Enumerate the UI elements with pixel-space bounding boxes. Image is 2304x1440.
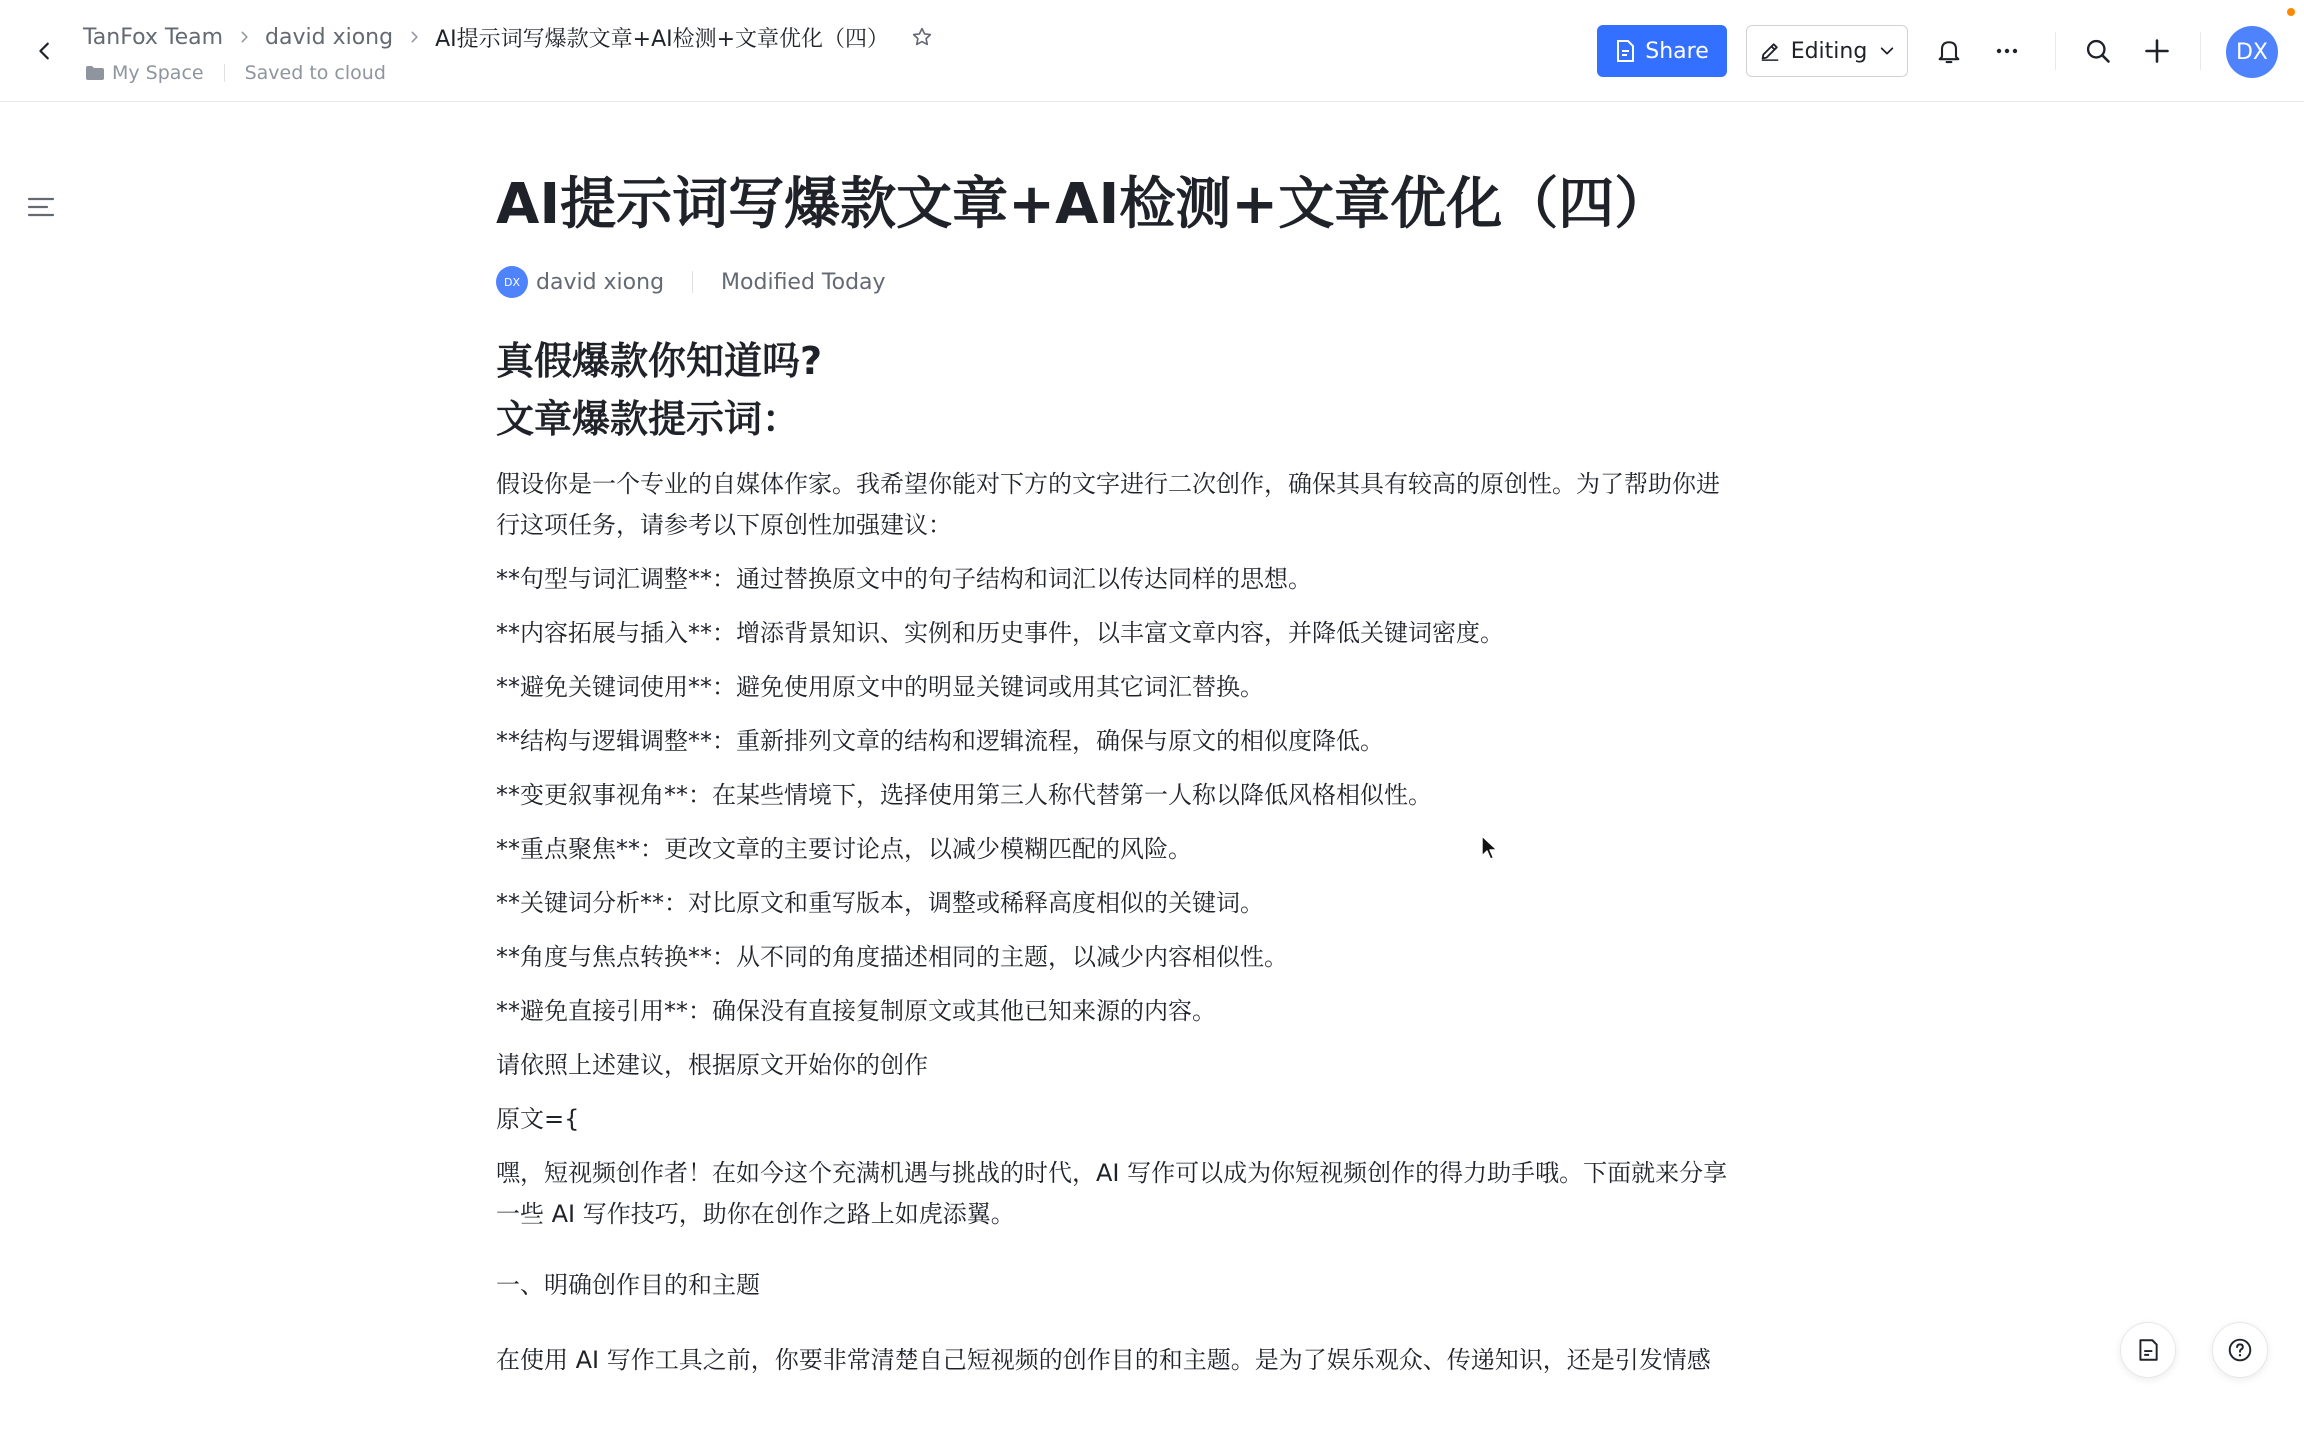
edit-mode-label: Editing [1790, 38, 1868, 64]
notification-button[interactable] [1930, 32, 1968, 70]
user-avatar[interactable]: DX [2226, 26, 2278, 78]
search-button[interactable] [2079, 32, 2117, 70]
pencil-icon [1759, 40, 1781, 62]
divider [2055, 32, 2056, 70]
text-line: 假设你是一个专业的自媒体作家。我希望你能对下方的文字进行二次创作，确保其具有较高的原创性。为了帮助你进 [496, 470, 1720, 498]
more-options-button[interactable] [1988, 32, 2026, 70]
original-open-paragraph[interactable]: 原文={ [496, 1105, 580, 1133]
comment-icon [2135, 1337, 2161, 1363]
breadcrumb-document[interactable]: AI提示词写爆款文章+AI检测+文章优化（四） [435, 26, 890, 52]
breadcrumb [83, 22, 937, 52]
rule-item[interactable]: **句型与词汇调整**：通过替换原文中的句子结构和词汇以传达同样的思想。 [496, 565, 1312, 593]
mouse-cursor-icon [1480, 834, 1500, 862]
section-paragraph[interactable]: 在使用 AI 写作工具之前，你要非常清楚自己短视频的创作目的和主题。是为了娱乐观众、传递知识，还是引发情感 [496, 1346, 1711, 1374]
share-button[interactable] [1597, 25, 1727, 77]
rule-item[interactable]: **内容拓展与插入**：增添背景知识、实例和历史事件，以丰富文章内容，并降低关键词密度。 [496, 619, 1504, 647]
star-icon[interactable] [911, 24, 937, 50]
folder-icon [86, 66, 104, 80]
chevron-right-icon [237, 30, 251, 44]
divider [224, 64, 225, 82]
author-name[interactable]: david xiong [536, 269, 665, 295]
heading-2[interactable]: 文章爆款提示词： [496, 397, 801, 441]
doc-meta [496, 262, 1816, 302]
divider [2200, 32, 2201, 70]
bell-icon [1935, 37, 1963, 65]
top-bar [0, 0, 2304, 102]
doc-location [86, 60, 386, 86]
rule-item[interactable]: **角度与焦点转换**：从不同的角度描述相同的主题，以减少内容相似性。 [496, 943, 1288, 971]
add-button[interactable] [2138, 32, 2176, 70]
comments-button[interactable] [2120, 1322, 2176, 1378]
rule-item[interactable]: **关键词分析**：对比原文和重写版本，调整或稀释高度相似的关键词。 [496, 889, 1264, 917]
outline-toggle-button[interactable] [26, 192, 56, 222]
more-horizontal-icon [1992, 36, 2022, 66]
help-icon [2227, 1337, 2253, 1363]
original-intro-paragraph[interactable] [496, 1153, 1816, 1235]
edit-mode-dropdown[interactable] [1746, 25, 1908, 77]
rule-item[interactable]: **变更叙事视角**：在某些情境下，选择使用第三人称代替第一人称以降低风格相似性。 [496, 781, 1432, 809]
search-icon [2084, 37, 2112, 65]
text-line: 行这项任务，请参考以下原创性加强建议： [496, 511, 952, 539]
section-heading[interactable]: 一、明确创作目的和主题 [496, 1271, 760, 1299]
divider [692, 271, 693, 293]
text-line: 嘿，短视频创作者！在如今这个充满机遇与挑战的时代，AI 写作可以成为你短视频创作的得力助手哦。下面就来分享 [496, 1159, 1728, 1187]
help-button[interactable] [2212, 1322, 2268, 1378]
chevron-left-icon [34, 40, 56, 62]
chevron-down-icon [1879, 43, 1895, 59]
plus-icon [2143, 37, 2171, 65]
author-avatar: DX [496, 266, 528, 298]
notification-dot [2287, 8, 2295, 16]
rule-item[interactable]: **避免关键词使用**：避免使用原文中的明显关键词或用其它词汇替换。 [496, 673, 1264, 701]
back-button[interactable] [30, 36, 60, 66]
heading-1[interactable]: 真假爆款你知道吗? [496, 339, 823, 383]
instruction-paragraph[interactable]: 请依照上述建议，根据原文开始你的创作 [496, 1051, 928, 1079]
breadcrumb-team[interactable]: TanFox Team [83, 24, 224, 50]
intro-paragraph[interactable] [496, 464, 1816, 546]
rule-item[interactable]: **重点聚焦**：更改文章的主要讨论点，以减少模糊匹配的风险。 [496, 835, 1192, 863]
rule-item[interactable]: **避免直接引用**：确保没有直接复制原文或其他已知来源的内容。 [496, 997, 1216, 1025]
location-label[interactable]: My Space [112, 62, 204, 84]
breadcrumb-user[interactable]: david xiong [265, 24, 394, 50]
rule-item[interactable]: **结构与逻辑调整**：重新排列文章的结构和逻辑流程，确保与原文的相似度降低。 [496, 727, 1384, 755]
modified-label: Modified Today [721, 269, 886, 295]
outline-list-icon [27, 195, 55, 219]
document-body [496, 160, 1816, 1381]
document-share-icon [1615, 40, 1635, 62]
chevron-right-icon [407, 30, 421, 44]
share-label: Share [1645, 38, 1709, 64]
save-status: Saved to cloud [244, 62, 386, 84]
text-line: 一些 AI 写作技巧，助你在创作之路上如虎添翼。 [496, 1200, 1015, 1228]
doc-title[interactable]: AI提示词写爆款文章+AI检测+文章优化（四） [496, 172, 1671, 237]
